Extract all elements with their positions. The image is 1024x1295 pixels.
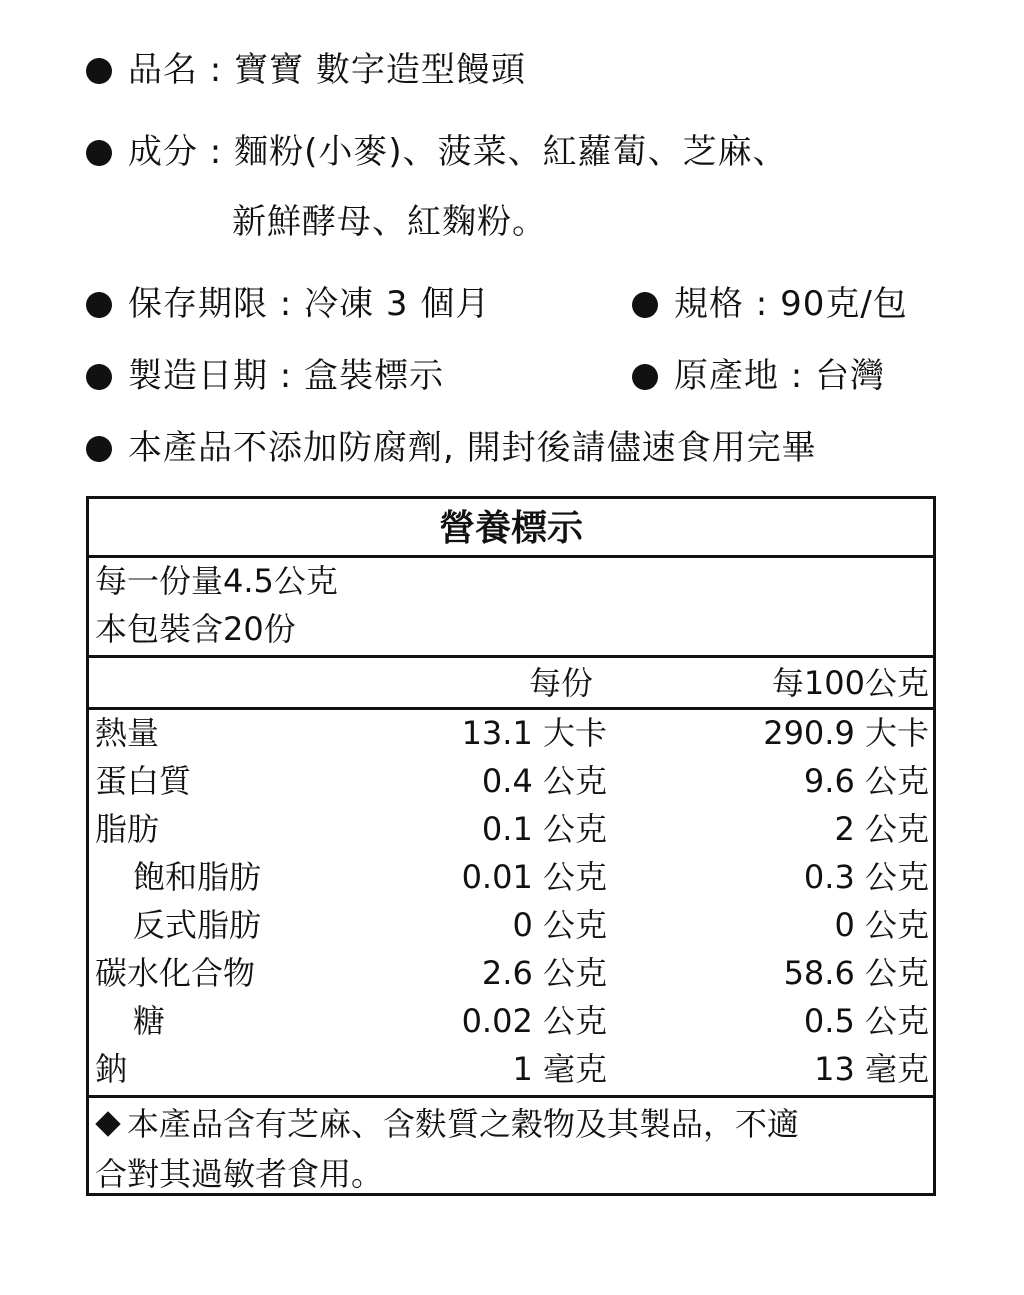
allergen-line-1: 本產品含有芝麻、含麩質之穀物及其製品，不適 [127, 1105, 800, 1143]
nutrient-name: 飽和脂肪 [133, 858, 262, 896]
spec: 規格 : 90克/包 [674, 284, 908, 324]
nutrient-row [89, 1045, 933, 1093]
col-header-per-100g: 每100公克 [771, 664, 929, 702]
bullet-icon [632, 364, 658, 390]
nutrient-row [89, 709, 933, 757]
ingredients-line-1: 成分 : 麵粉(小麥)、菠菜、紅蘿蔔、芝麻、 [128, 132, 788, 172]
per-serving-value: 0.1 公克 [481, 810, 607, 848]
bullet-icon [86, 292, 112, 318]
per-100g-value: 0 公克 [834, 906, 929, 944]
bullet-icon [632, 292, 658, 318]
manufacture-date: 製造日期 : 盒裝標示 [128, 356, 445, 396]
per-serving-value: 2.6 公克 [481, 954, 607, 992]
bullet-icon [86, 436, 112, 462]
servings-per-pack: 本包裝含20份 [95, 610, 296, 648]
bullet-icon [86, 140, 112, 166]
nutrient-name: 糖 [133, 1002, 166, 1040]
nutrition-title: 營養標示 [438, 508, 583, 549]
per-100g-value: 58.6 公克 [783, 954, 929, 992]
allergen-line-2: 合對其過敏者食用。 [95, 1155, 384, 1193]
diamond-icon [95, 1111, 120, 1136]
ingredients-line-2: 新鮮酵母、紅麴粉。 [232, 202, 547, 242]
nutrient-row [89, 949, 933, 997]
per-100g-value: 9.6 公克 [803, 762, 929, 800]
nutrient-row [89, 997, 933, 1045]
divider [89, 555, 933, 558]
bullet-icon [86, 364, 112, 390]
preservative-notice: 本產品不添加防腐劑, 開封後請儘速食用完畢 [128, 428, 817, 468]
nutrient-row [89, 805, 933, 853]
serving-size: 每一份量4.5公克 [95, 562, 338, 600]
nutrition-table [86, 496, 936, 1196]
per-serving-value: 0.01 公克 [461, 858, 607, 896]
nutrient-row [89, 853, 933, 901]
product-name: 品名 : 寶寶 數字造型饅頭 [128, 50, 526, 90]
per-100g-value: 2 公克 [834, 810, 929, 848]
per-100g-value: 0.3 公克 [803, 858, 929, 896]
nutrient-name: 蛋白質 [95, 762, 192, 800]
nutrient-row [89, 901, 933, 949]
origin: 原產地 : 台灣 [674, 356, 886, 396]
per-serving-value: 0.02 公克 [461, 1002, 607, 1040]
divider [89, 1095, 933, 1098]
per-serving-value: 1 毫克 [512, 1050, 607, 1088]
nutrient-name: 熱量 [95, 714, 160, 752]
per-serving-value: 0 公克 [512, 906, 607, 944]
per-100g-value: 290.9 大卡 [763, 714, 929, 752]
nutrient-row [89, 757, 933, 805]
divider [89, 655, 933, 658]
bullet-icon [86, 58, 112, 84]
per-100g-value: 0.5 公克 [803, 1002, 929, 1040]
per-serving-value: 0.4 公克 [481, 762, 607, 800]
nutrient-name: 碳水化合物 [95, 954, 256, 992]
col-header-per-serving: 每份 [528, 664, 593, 702]
per-100g-value: 13 毫克 [814, 1050, 929, 1088]
shelf-life: 保存期限 : 冷凍 3 個月 [128, 284, 491, 324]
per-serving-value: 13.1 大卡 [461, 714, 607, 752]
nutrient-name: 脂肪 [95, 810, 160, 848]
nutrient-name: 反式脂肪 [133, 906, 262, 944]
nutrient-name: 鈉 [95, 1050, 128, 1088]
allergen-warning [95, 1099, 925, 1199]
